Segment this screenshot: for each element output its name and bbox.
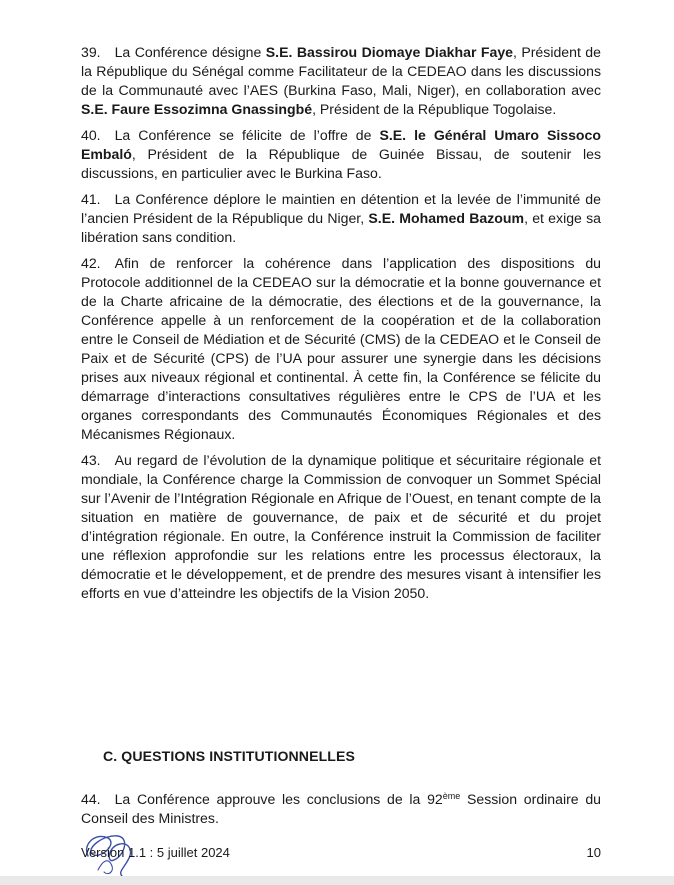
paragraph-number: 39.	[81, 44, 101, 60]
paragraph-number: 41.	[81, 191, 101, 207]
section-heading: C. QUESTIONS INSTITUTIONNELLES	[103, 748, 356, 764]
paragraph-42	[81, 254, 601, 444]
paragraph-text: La Conférence se félicite de l’offre de	[114, 127, 380, 143]
paragraph-number: 40.	[81, 127, 101, 143]
version-label: Version 1.1 : 5 juillet 2024	[81, 845, 230, 860]
paragraph-number: 42.	[81, 255, 101, 271]
page-footer	[81, 845, 601, 860]
paragraph-text: La Conférence déplore le maintien en détention et la levée de l’immunité de l’ancien Président de la République du Niger,	[81, 191, 601, 226]
paragraph-44	[81, 790, 601, 828]
bold-name: S.E. Faure Essozimna Gnassingbé	[81, 101, 313, 117]
bold-name: S.E. Mohamed Bazoum	[368, 210, 525, 226]
paragraph-text: Session ordinaire du Conseil des Ministres.	[81, 791, 602, 827]
paragraph-41	[81, 190, 601, 247]
paragraph-40	[81, 126, 601, 183]
superscript: ème	[442, 791, 461, 802]
paragraph-text: Au regard de l’évolution de la dynamique politique et sécuritaire régionale et mondiale, la Conférence charge la Commission de convoquer un Sommet Spécial sur l’Avenir de l’Intégration Régionale en Afrique de l’Ouest, en tenant compte de la situation en matière de gouvernance, de paix et de sécurité et du projet d’intégration régionale. En outre, la Conférence instruit la Commission de faciliter une réflexion approfondie sur les relations entre les processus électoraux, la démocratie et le développement, et de prendre des mesures visant à intensifier les efforts en vue d’atteindre les objectifs de la Vision 2050.	[81, 452, 601, 601]
paragraph-text: , Président de la République Togolaise.	[312, 101, 557, 117]
paragraph-43	[81, 451, 601, 603]
paragraph-39	[81, 43, 601, 119]
paragraph-list	[81, 43, 601, 610]
paragraph-text: , Président de la République de Guinée Bissau, de soutenir les discussions, en particulier avec le Burkina Faso.	[81, 146, 601, 181]
paragraph-number: 44.	[81, 791, 101, 808]
paragraph-text: Afin de renforcer la cohérence dans l’application des dispositions du Protocole additionnel de la CEDEAO sur la démocratie et la bonne gouvernance et de la Charte africaine de la démocratie, des élections et de la gouvernance, la Conférence appelle à un renforcement de la coopération et de la collaboration entre le Conseil de Médiation et de Sécurité (CMS) de la CEDEAO et le Conseil de Paix et de Sécurité (CPS) de l’UA pour assurer une synergie dans les décisions prises aux niveaux régional et continental. À cette fin, la Conférence se félicite du démarrage d’interactions consultatives régulières entre le CPS de l’UA et les organes correspondants des Communautés Économiques Régionales et des Mécanismes Régionaux.	[81, 255, 601, 442]
page-bottom-edge	[0, 876, 674, 885]
bold-name: S.E. Bassirou Diomaye Diakhar Faye	[265, 44, 513, 60]
paragraph-text: , Président de la République du Sénégal comme Facilitateur de la CEDEAO dans les discussions de la Communauté avec l’AES (Burkina Faso, Mali, Niger), en collaboration avec	[81, 44, 601, 98]
paragraph-text: La Conférence désigne	[114, 44, 266, 60]
paragraph-text: La Conférence approuve les conclusions de la 92	[114, 791, 443, 808]
paragraph-number: 43.	[81, 452, 101, 468]
page-number: 10	[586, 845, 601, 860]
paragraph-text: , et exige sa libération sans condition.	[81, 210, 601, 245]
bold-name: S.E. le Général Umaro Sissoco Embaló	[81, 127, 601, 162]
